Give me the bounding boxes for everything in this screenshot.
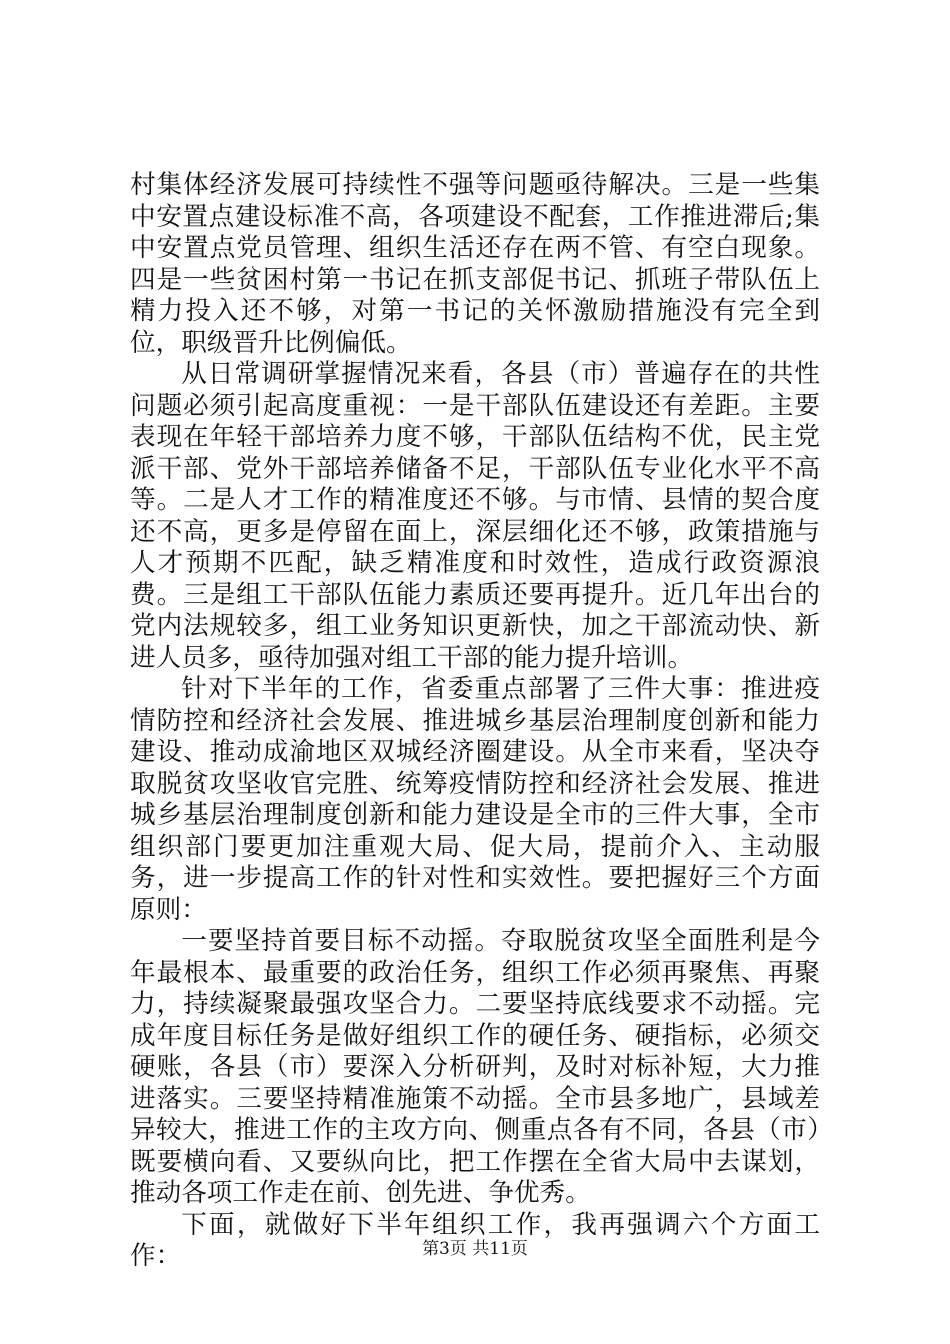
paragraph-three-principles: 一要坚持首要目标不动摇。夺取脱贫攻坚全面胜利是今年最根本、最重要的政治任务，组织工作必须再聚焦、再聚力，持续凝聚最强攻坚合力。二要坚持底线要求不动摇。完成年度目标任务是做好组织工作的硬任务、硬指标，必须交硬账，各县（市）要深入分析研判，及时对标补短，大力推进落实。三要坚持精准施策不动摇。全市县多地广，县域差异较大，推进工作的主攻方向、侧重点各有不同，各县（市）既要横向看、又要纵向比，把工作摆在全省大局中去谋划，推动各项工作走在前、创先进、争优秀。 [130, 926, 820, 1208]
page-number-footer: 第3页 共11页 [422, 1239, 528, 1259]
paragraph-second-half-work: 针对下半年的工作，省委重点部署了三件大事：推进疫情防控和经济社会发展、推进城乡基层治理制度创新和能力建设、推动成渝地区双城经济圈建设。从全市来看，坚决夺取脱贫攻坚收官完胜、统筹疫情防控和经济社会发展、推进城乡基层治理制度创新和能力建设是全市的三件大事，全市组织部门要更加注重观大局、促大局，提前介入、主动服务，进一步提高工作的针对性和实效性。要把握好三个方面原则： [130, 674, 820, 925]
paragraph-common-problems: 从日常调研掌握情况来看，各县（市）普遍存在的共性问题必须引起高度重视：一是干部队伍建设还有差距。主要表现在年轻干部培养力度不够，干部队伍结构不优，民主党派干部、党外干部培养储备不足，干部队伍专业化水平不高等。二是人才工作的精准度还不够。与市情、县情的契合度还不高，更多是停留在面上，深层细化还不够，政策措施与人才预期不匹配，缺乏精准度和时效性，造成行政资源浪费。三是组工干部队伍能力素质还要再提升。近几年出台的党内法规较多，组工业务知识更新快，加之干部流动快、新进人员多，亟待加强对组工干部的能力提升培训。 [130, 359, 820, 673]
paragraph-continuation: 村集体经济发展可持续性不强等问题亟待解决。三是一些集中安置点建设标准不高，各项建设不配套，工作推进滞后;集中安置点党员管理、组织生活还存在两不管、有空白现象。四是一些贫困村第一书记在抓支部促书记、抓班子带队伍上精力投入还不够，对第一书记的关怀激励措施没有完全到位，职级晋升比例偏低。 [130, 170, 820, 358]
paragraph-six-aspects-intro: 下面，就做好下半年组织工作，我再强调六个方面工作： [130, 1209, 820, 1271]
document-body [130, 170, 820, 1273]
